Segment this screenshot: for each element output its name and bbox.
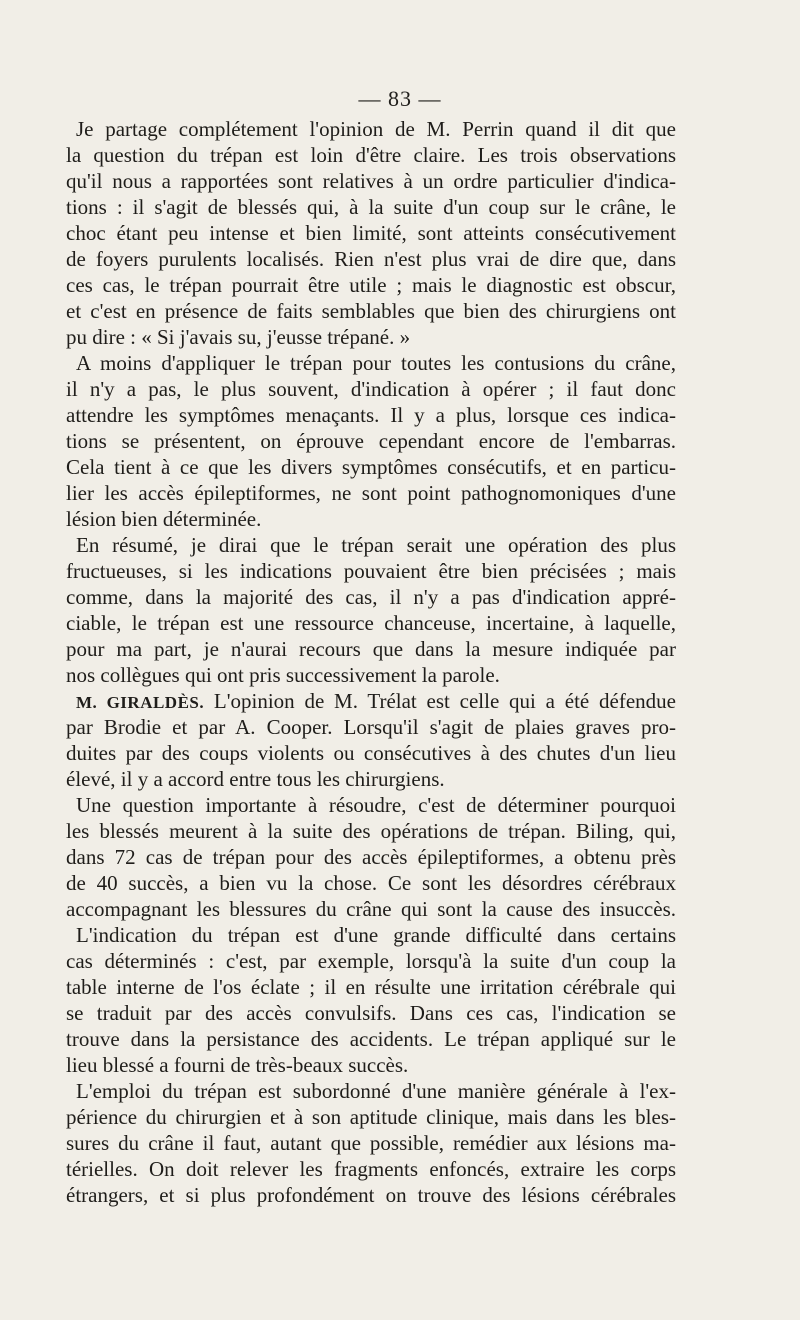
text-line: périence du chirurgien et à son aptitude clinique, mais dans les bles- [66,1105,676,1129]
body-text [66,116,676,1208]
text-line: L'emploi du trépan est subordonné d'une manière générale à l'ex- [76,1079,676,1103]
text-line: L'indication du trépan est d'une grande difficulté dans certains [76,923,676,947]
page-number: — 83 — [358,86,442,111]
text-line: tions : il s'agit de blessés qui, à la suite d'un coup sur le crâne, le [66,195,676,219]
text-line: trouve dans la persistance des accidents. Le trépan appliqué sur le [66,1027,676,1051]
text-line [66,688,676,714]
text-line: ces cas, le trépan pourrait être utile ; mais le diagnostic est obscur, [66,273,676,297]
text-line: les blessés meurent à la suite des opérations de trépan. Biling, qui, [66,819,676,843]
text-line: nos collègues qui ont pris successivement la parole. [66,663,500,687]
text-line: lieu blessé a fourni de très-beaux succès. [66,1053,409,1077]
text-line: térielles. On doit relever les fragments enfoncés, extraire les corps [66,1157,676,1181]
text-line: Cela tient à ce que les divers symptômes consécutifs, et en particu- [66,455,676,479]
text-line: de foyers purulents localisés. Rien n'est plus vrai de dire que, dans [66,247,676,271]
text-line: la question du trépan est loin d'être claire. Les trois observations [66,143,676,167]
text-line: accompagnant les blessures du crâne qui sont la cause des insuccès. [66,897,676,921]
speaker-name: M. GIRALDÈS. [76,693,205,712]
text-line: A moins d'appliquer le trépan pour toutes les contusions du crâne, [76,351,676,375]
text-line: En résumé, je dirai que le trépan serait une opération des plus [76,533,676,557]
text-line: qu'il nous a rapportées sont relatives à un ordre particulier d'indica- [66,169,676,193]
text-line: pu dire : « Si j'avais su, j'eusse trépané. » [66,325,411,349]
text-line: Je partage complétement l'opinion de M. Perrin quand il dit que [76,117,676,141]
text-line: pour ma part, je n'aurai recours que dans la mesure indiquée par [66,637,676,661]
text-line: duites par des coups violents ou consécutives à des chutes d'un lieu [66,741,676,765]
text-line: lésion bien déterminée. [66,507,262,531]
text-line: choc étant peu intense et bien limité, sont atteints consécutivement [66,221,676,245]
text-line: attendre les symptômes menaçants. Il y a plus, lorsque ces indica- [66,403,676,427]
text-line: lier les accès épileptiformes, ne sont point pathognomoniques d'une [66,481,676,505]
speaker-text: L'opinion de M. Trélat est celle qui a été défendue [204,689,676,713]
text-line: et c'est en présence de faits semblables que bien des chirurgiens ont [66,299,676,323]
text-line: ciable, le trépan est une ressource chanceuse, incertaine, à laquelle, [66,611,676,635]
text-line: cas déterminés : c'est, par exemple, lorsqu'à la suite d'un coup la [66,949,676,973]
text-line: par Brodie et par A. Cooper. Lorsqu'il s'agit de plaies graves pro- [66,715,676,739]
text-line: il n'y a pas, le plus souvent, d'indication à opérer ; il faut donc [66,377,676,401]
text-line: Une question importante à résoudre, c'est de déterminer pourquoi [76,793,676,817]
text-line: se traduit par des accès convulsifs. Dans ces cas, l'indication se [66,1001,676,1025]
text-line: dans 72 cas de trépan pour des accès épileptiformes, a obtenu près [66,845,676,869]
text-line: comme, dans la majorité des cas, il n'y a pas d'indication appré- [66,585,676,609]
text-line: table interne de l'os éclate ; il en résulte une irritation cérébrale qui [66,975,676,999]
text-line: de 40 succès, a bien vu la chose. Ce sont les désordres cérébraux [66,871,676,895]
text-line: étrangers, et si plus profondément on trouve des lésions cérébrales [66,1183,676,1207]
text-line: élevé, il y a accord entre tous les chirurgiens. [66,767,445,791]
text-line: sures du crâne il faut, autant que possible, remédier aux lésions ma- [66,1131,676,1155]
text-line: tions se présentent, on éprouve cependant encore de l'embarras. [66,429,676,453]
text-line: fructueuses, si les indications pouvaient être bien précisées ; mais [66,559,676,583]
